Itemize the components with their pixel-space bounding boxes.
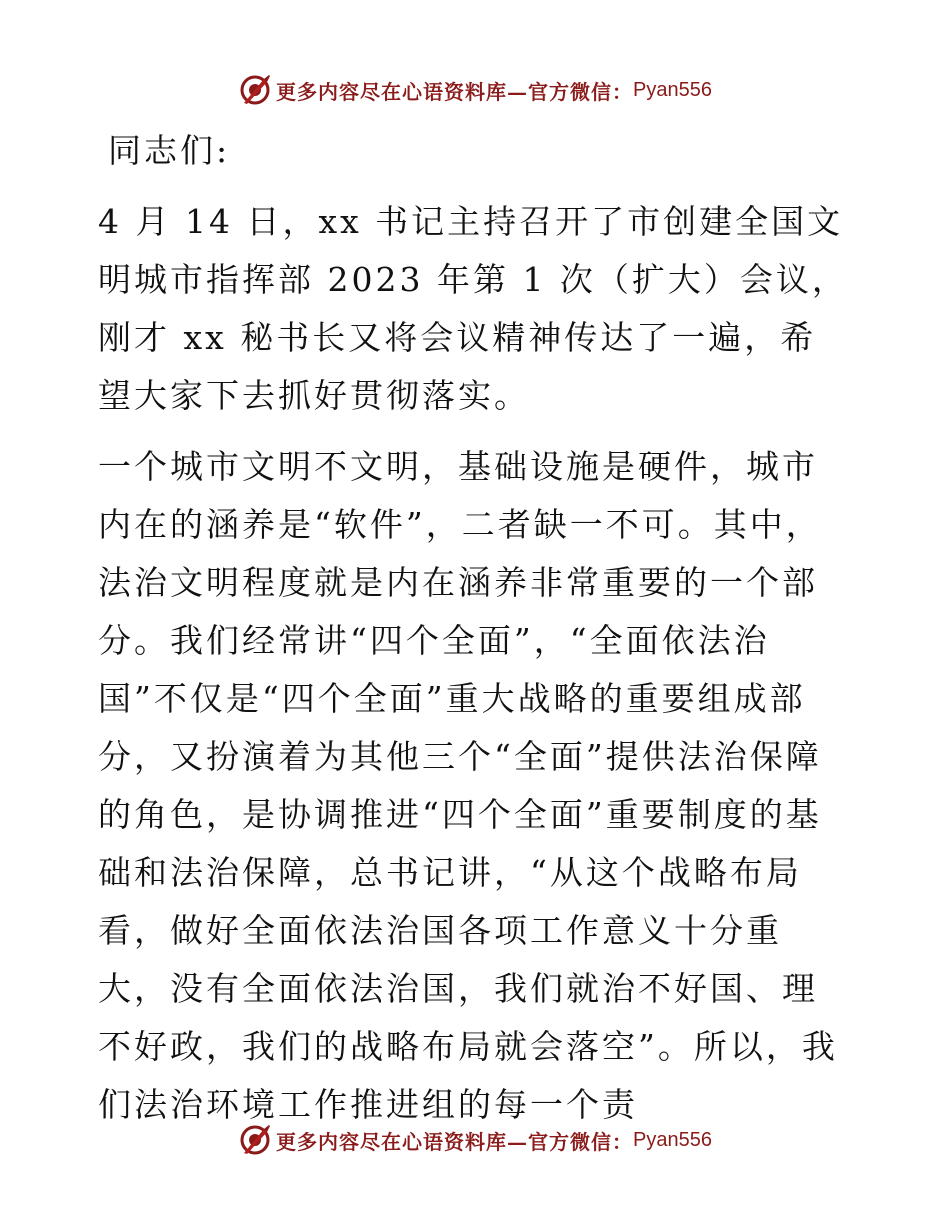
banner-text: 更多内容尽在心语资料库—官方微信： <box>276 79 634 104</box>
document-body <box>98 122 850 1134</box>
header-banner <box>0 70 950 110</box>
banner-wechat-handle: Pyan556 <box>633 78 712 101</box>
banner-wechat-handle: Pyan556 <box>633 1128 712 1151</box>
footer-banner <box>0 1120 950 1160</box>
banner-text: 更多内容尽在心语资料库—官方微信： <box>276 1129 634 1154</box>
pen-logo-icon <box>238 1123 272 1157</box>
pen-logo-icon <box>238 73 272 107</box>
salutation: 同志们: <box>108 131 231 170</box>
paragraph-2: 一个城市文明不文明，基础设施是硬件，城市内在的涵养是“软件”，二者缺一不可。其中，法治文明程度就是内在涵养非常重要的一个部分。我们经常讲“四个全面”，“全面依法治国”不仅是“四个全面”重大战略的重要组成部分，又扮演着为其他三个“全面”提供法治保障的角色，是协调推进“四个全面”重要制度的基础和法治保障，总书记讲，“从这个战略布局看，做好全面依法治国各项工作意义十分重大，没有全面依法治国，我们就治不好国、理不好政，我们的战略布局就会落空”。所以，我们法治环境工作推进组的每一个责 <box>98 447 838 1124</box>
paragraph-1: 4 月 14 日，xx 书记主持召开了市创建全国文明城市指挥部 2023 年第 1 次（扩大）会议，刚才 xx 秘书长又将会议精神传达了一遍，希望大家下去抓好贯彻落实。 <box>98 202 848 415</box>
